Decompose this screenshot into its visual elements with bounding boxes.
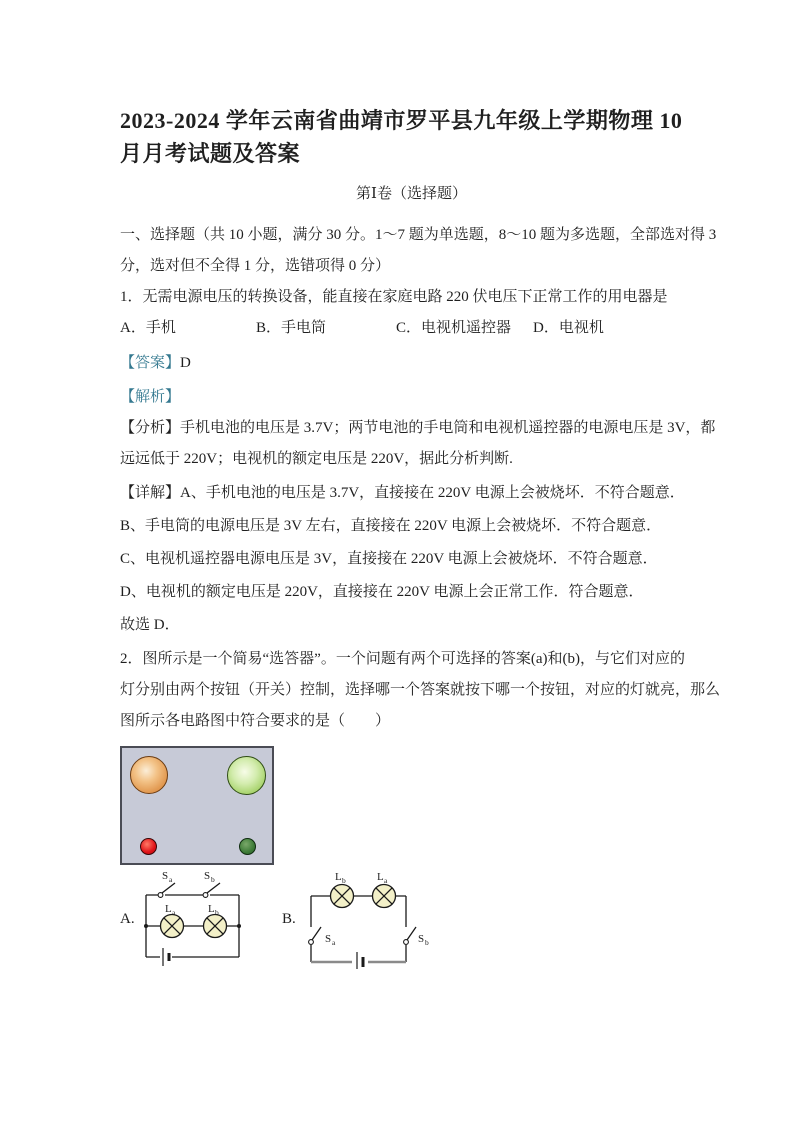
lamp-a-icon bbox=[161, 915, 184, 938]
lamp-b-label-sub: b bbox=[342, 876, 346, 885]
q1-options-row bbox=[120, 313, 703, 344]
battery-icon bbox=[357, 952, 363, 969]
q1-detail-line-2: B、手电筒的电源电压是 3V 左右，直接接在 220V 电源上会被烧坏．不符合题意． bbox=[120, 518, 662, 534]
question-2 bbox=[120, 644, 721, 969]
switch-b-label: S bbox=[204, 870, 211, 882]
circuit-b-label: B. bbox=[282, 911, 296, 927]
switch-b-contact-icon bbox=[203, 893, 208, 898]
section-header: 第Ⅰ卷（选择题） bbox=[356, 186, 467, 202]
switch-a-contact-icon bbox=[309, 940, 314, 945]
answer-label: 【答案】 bbox=[120, 355, 181, 371]
q1-detail bbox=[120, 478, 703, 641]
q1-analysis-line-1: 【分析】手机电池的电压是 3.7V；两节电池的手电筒和电视机遥控器的电源电压是 3V，都 bbox=[120, 420, 716, 436]
battery-icon bbox=[163, 948, 169, 966]
q1-conclusion: 故选 D． bbox=[120, 617, 180, 633]
q2-circuit-choices bbox=[120, 869, 703, 969]
dark-green-button bbox=[239, 838, 256, 855]
q1-option-d: D．电视机 bbox=[533, 320, 604, 336]
q1-option-b: B．手电筒 bbox=[256, 320, 327, 336]
lamp-a-label: L bbox=[377, 871, 384, 883]
lamp-a-label: L bbox=[165, 903, 172, 915]
switch-a-label: S bbox=[325, 933, 332, 945]
switch-a-label-sub: a bbox=[169, 875, 173, 884]
intro-line-2: 分，选对但不全得 1 分，选错项得 0 分） bbox=[120, 258, 391, 274]
q1-stem: 1．无需电源电压的转换设备，能直接在家庭电路 220 伏电压下正常工作的用电器是 bbox=[120, 289, 668, 305]
q1-option-a: A．手机 bbox=[120, 320, 176, 336]
lamp-a-label-sub: a bbox=[384, 876, 388, 885]
lamp-b-icon bbox=[331, 885, 354, 908]
switch-b-label-sub: b bbox=[211, 875, 215, 884]
switch-a-contact-icon bbox=[158, 893, 163, 898]
switch-b-contact-icon bbox=[404, 940, 409, 945]
page-title-line-2: 月月考试题及答案 bbox=[120, 141, 301, 166]
q1-answer-line bbox=[120, 348, 703, 379]
selector-device-image bbox=[120, 746, 274, 865]
q1-explain-line bbox=[120, 382, 703, 413]
intro-line-1: 一、选择题（共 10 小题，满分 30 分。1～7 题为单选题，8～10 题为多选题，全部选对得 3 bbox=[120, 227, 717, 243]
q1-detail-line-3: C、电视机遥控器电源电压是 3V，直接接在 220V 电源上会被烧坏．不符合题意． bbox=[120, 551, 658, 567]
q1-analysis-line-2: 远远低于 220V；电视机的额定电压是 220V，据此分析判断. bbox=[120, 451, 513, 467]
switch-b-label: S bbox=[418, 933, 425, 945]
circuit-b-diagram bbox=[304, 869, 434, 969]
switch-a-label-sub: a bbox=[332, 938, 336, 947]
lamp-a-icon bbox=[373, 885, 396, 908]
junction-dot bbox=[237, 924, 241, 928]
q1-detail-line-1: 【详解】A、手机电池的电压是 3.7V，直接接在 220V 电源上会被烧坏．不符合题意． bbox=[120, 485, 685, 501]
circuit-b-wires bbox=[311, 896, 416, 962]
q2-stem-line-3: 图所示各电路图中符合要求的是（ ） bbox=[120, 713, 391, 729]
lamp-b-label: L bbox=[335, 871, 342, 883]
q2-stem-line-1: 2．图所示是一个简易“选答器”。一个问题有两个可选择的答案(a)和(b)，与它们对应的 bbox=[120, 651, 685, 667]
lamp-a-label-sub: a bbox=[172, 908, 176, 917]
red-button bbox=[140, 838, 157, 855]
lamp-b-label-sub: b bbox=[215, 908, 219, 917]
circuit-a-diagram bbox=[142, 869, 247, 969]
switch-b-label-sub: b bbox=[425, 938, 429, 947]
explain-label: 【解析】 bbox=[120, 389, 181, 405]
q1-option-c: C．电视机遥控器 bbox=[396, 320, 512, 336]
orange-lamp bbox=[130, 756, 168, 794]
page-title-line-1: 2023-2024 学年云南省曲靖市罗平县九年级上学期物理 10 bbox=[120, 108, 683, 133]
answer-value: D bbox=[180, 355, 191, 371]
lamp-b-label: L bbox=[208, 903, 215, 915]
q1-analysis bbox=[120, 413, 716, 475]
lamp-b-icon bbox=[204, 915, 227, 938]
question-1 bbox=[120, 282, 716, 641]
green-lamp bbox=[227, 756, 266, 795]
q2-stem-line-2: 灯分别由两个按钮（开关）控制，选择哪一个答案就按下哪一个按钮，对应的灯就亮，那么 bbox=[120, 682, 721, 698]
junction-dot bbox=[144, 924, 148, 928]
circuit-a-label: A. bbox=[120, 911, 135, 927]
section-intro bbox=[120, 220, 717, 282]
switch-a-label: S bbox=[162, 870, 169, 882]
q1-detail-line-4: D、电视机的额定电压是 220V，直接接在 220V 电源上会正常工作．符合题意． bbox=[120, 584, 644, 600]
